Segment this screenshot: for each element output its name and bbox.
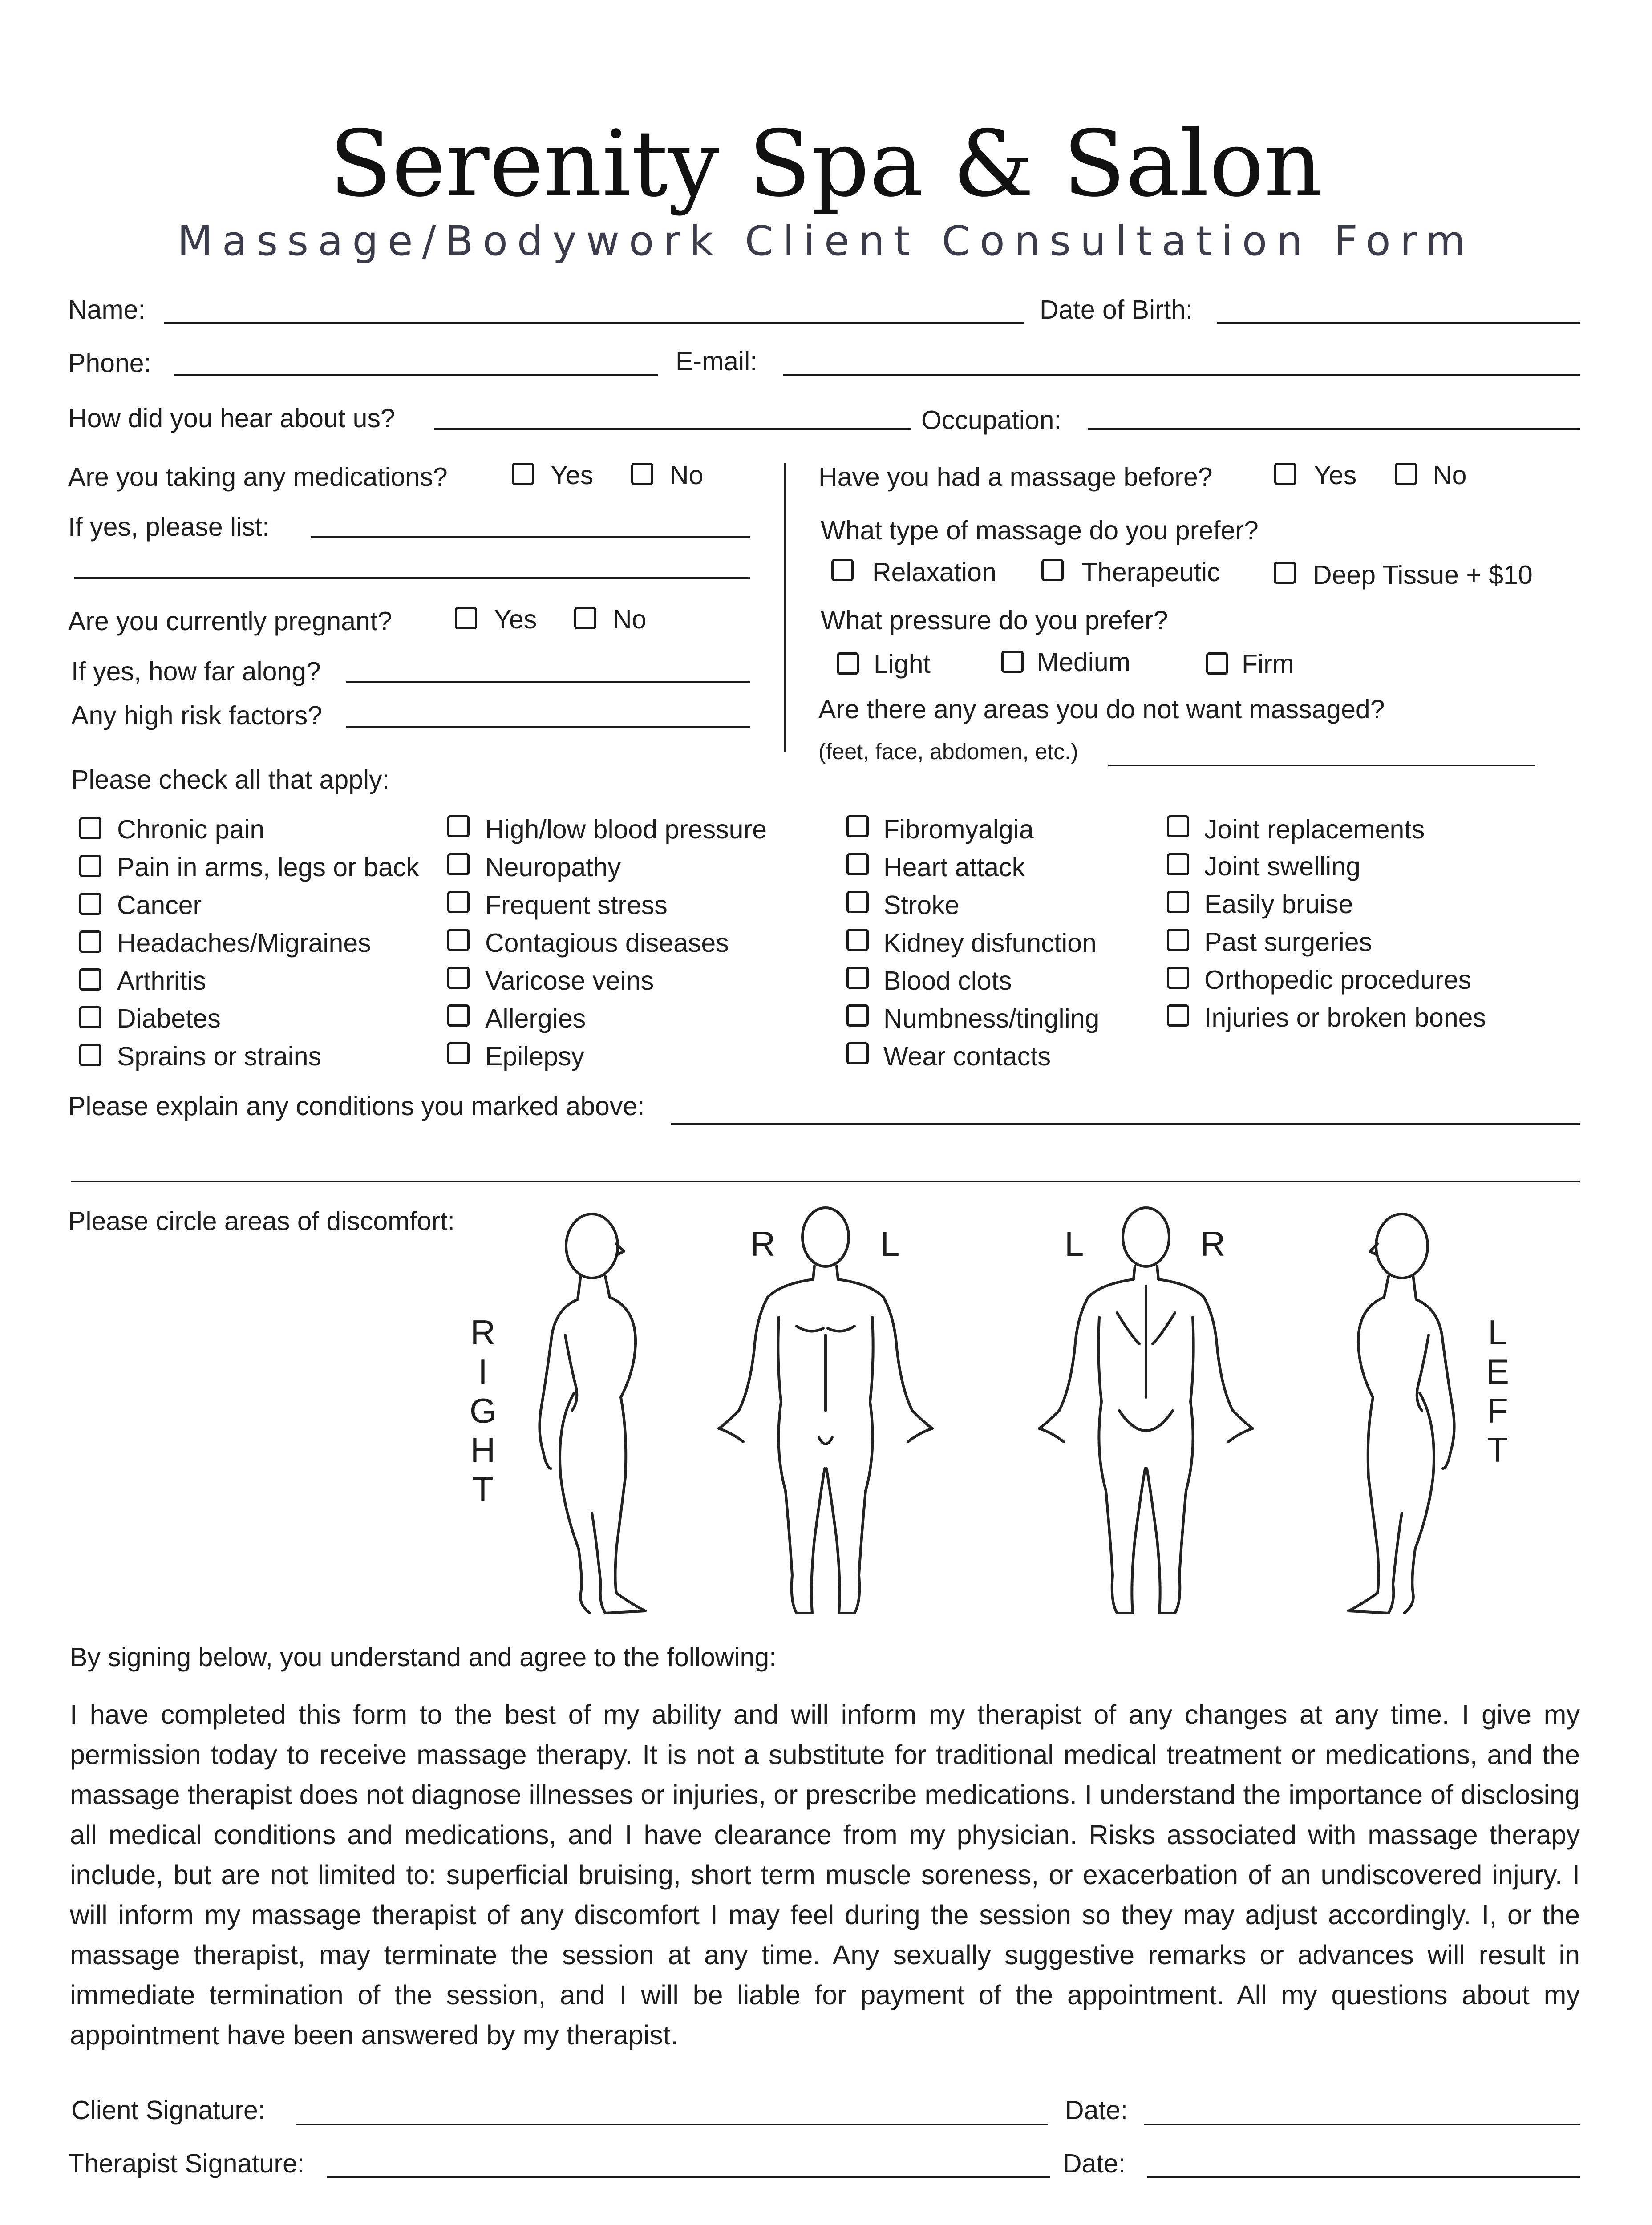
massage-before-yes-label: Yes <box>1314 461 1357 490</box>
condition-label: Orthopedic procedures <box>1204 965 1472 995</box>
name-label: Name: <box>68 295 146 324</box>
pressure-medium-checkbox[interactable] <box>1001 651 1024 673</box>
form-subtitle: Massage/Bodywork Client Consultation Form <box>177 217 1475 265</box>
client-signature-field[interactable] <box>296 2124 1048 2125</box>
condition-label: Varicose veins <box>485 966 654 995</box>
condition-label: Injuries or broken bones <box>1204 1003 1486 1032</box>
name-field[interactable] <box>164 322 1024 324</box>
condition-label: Past surgeries <box>1204 927 1373 957</box>
condition-checkbox[interactable] <box>447 891 470 913</box>
condition-checkbox[interactable] <box>447 853 470 875</box>
type-deep-tissue-checkbox[interactable] <box>1274 562 1296 584</box>
condition-label: Cancer <box>117 890 202 920</box>
condition-label: Heart attack <box>883 853 1025 882</box>
right-letter: H <box>470 1430 496 1469</box>
back-right-marker: R <box>1200 1224 1226 1263</box>
pressure-medium-label: Medium <box>1037 647 1130 677</box>
condition-label: Joint swelling <box>1204 852 1360 881</box>
body-figure-right-side[interactable] <box>525 1202 659 1624</box>
right-letter: R <box>470 1313 496 1352</box>
dob-field[interactable] <box>1217 322 1580 324</box>
areas-question: Are there any areas you do not want massaged? <box>818 695 1385 724</box>
condition-checkbox[interactable] <box>1167 891 1189 913</box>
body-chart-heading: Please circle areas of discomfort: <box>68 1206 455 1236</box>
phone-label: Phone: <box>68 348 151 378</box>
condition-label: Chronic pain <box>117 815 265 844</box>
pregnant-no-checkbox[interactable] <box>574 607 596 629</box>
front-right-marker: R <box>750 1224 776 1263</box>
pressure-question: What pressure do you prefer? <box>821 606 1168 635</box>
condition-label: Sprains or strains <box>117 1042 322 1071</box>
condition-checkbox[interactable] <box>79 968 101 991</box>
medications-list-label: If yes, please list: <box>68 512 270 542</box>
pregnant-no-label: No <box>613 605 647 634</box>
occupation-field[interactable] <box>1088 428 1580 430</box>
condition-checkbox[interactable] <box>79 1006 101 1028</box>
left-letter: T <box>1487 1430 1508 1469</box>
body-figure-front[interactable] <box>701 1202 950 1624</box>
condition-checkbox[interactable] <box>846 815 869 837</box>
client-date-label: Date: <box>1065 2096 1128 2125</box>
hear-about-label: How did you hear about us? <box>68 404 395 433</box>
type-relaxation-label: Relaxation <box>872 558 996 587</box>
condition-label: Numbness/tingling <box>883 1004 1100 1033</box>
condition-label: Kidney disfunction <box>883 928 1097 958</box>
condition-checkbox[interactable] <box>447 967 470 989</box>
type-therapeutic-label: Therapeutic <box>1081 558 1220 587</box>
client-date-field[interactable] <box>1144 2124 1580 2125</box>
condition-checkbox[interactable] <box>79 817 101 839</box>
condition-checkbox[interactable] <box>846 967 869 989</box>
type-relaxation-checkbox[interactable] <box>831 559 854 581</box>
condition-checkbox[interactable] <box>846 1004 869 1027</box>
pregnant-yes-checkbox[interactable] <box>455 607 477 629</box>
condition-checkbox[interactable] <box>79 930 101 953</box>
massage-before-no-checkbox[interactable] <box>1395 463 1417 485</box>
client-signature-label: Client Signature: <box>71 2096 266 2125</box>
condition-label: Epilepsy <box>485 1042 585 1071</box>
condition-checkbox[interactable] <box>447 1004 470 1027</box>
condition-checkbox[interactable] <box>1167 1004 1189 1027</box>
how-far-label: If yes, how far along? <box>71 657 321 686</box>
condition-label: Frequent stress <box>485 890 668 920</box>
explain-conditions-field[interactable] <box>671 1123 1580 1125</box>
condition-label: Easily bruise <box>1204 890 1353 919</box>
body-figure-left-side[interactable] <box>1335 1202 1469 1624</box>
column-divider <box>784 463 786 752</box>
explain-conditions-label: Please explain any conditions you marked above: <box>68 1092 645 1121</box>
condition-checkbox[interactable] <box>846 929 869 951</box>
how-far-field[interactable] <box>346 681 750 683</box>
left-letter: E <box>1486 1352 1510 1391</box>
medications-list-field[interactable] <box>311 536 750 538</box>
condition-checkbox[interactable] <box>846 853 869 875</box>
condition-label: Pain in arms, legs or back <box>117 853 419 882</box>
medications-list-field-2[interactable] <box>74 577 750 579</box>
condition-checkbox[interactable] <box>447 1042 470 1064</box>
conditions-heading: Please check all that apply: <box>71 765 389 794</box>
agreement-text: I have completed this form to the best of my ability and will inform my therapist of any changes at any time. I give my permission today to receive massage therapy. It is not a substitute for traditional medical treatment or medications, and the massage therapist does not diagnose illnesses or injuries, or prescribe medications. I understand the importance of disclosing all medical conditions and medications, and I have clearance from my physician. Risks associated with massage therapy include, but are not limited to: superficial bruising, short term muscle soreness, or exacerbation of an undiscovered injury. I will inform my massage therapist of any discomfort I may feel during the session so they may adjust accordingly. I, or the massage therapist, may terminate the session at any time. Any sexually suggestive remarks or advances will result in immediate termination of the session, and I will be liable for payment of the appointment. All my questions about my appointment have been answered by my therapist. <box>70 1699 1580 2050</box>
left-letter: F <box>1487 1391 1508 1430</box>
medications-question: Are you taking any medications? <box>68 462 448 492</box>
condition-label: Neuropathy <box>485 853 621 882</box>
spa-title: Serenity Spa & Salon <box>329 111 1323 217</box>
occupation-label: Occupation: <box>921 405 1061 435</box>
front-left-marker: L <box>880 1224 900 1263</box>
condition-label: Diabetes <box>117 1004 221 1033</box>
risk-factors-field[interactable] <box>346 726 750 728</box>
body-figure-back[interactable] <box>1021 1202 1271 1624</box>
therapist-signature-field[interactable] <box>327 2176 1050 2178</box>
massage-type-question: What type of massage do you prefer? <box>821 516 1259 545</box>
pregnant-yes-label: Yes <box>494 605 537 634</box>
pregnant-question: Are you currently pregnant? <box>68 607 393 636</box>
therapist-date-field[interactable] <box>1147 2176 1580 2178</box>
pressure-light-checkbox[interactable] <box>837 652 859 675</box>
condition-checkbox[interactable] <box>79 893 101 915</box>
massage-before-yes-checkbox[interactable] <box>1274 463 1296 485</box>
condition-label: Blood clots <box>883 966 1012 995</box>
condition-label: Fibromyalgia <box>883 815 1034 844</box>
condition-checkbox[interactable] <box>447 929 470 951</box>
areas-field[interactable] <box>1108 765 1535 766</box>
medications-yes-checkbox[interactable] <box>512 463 534 485</box>
condition-label: Joint replacements <box>1204 815 1425 844</box>
massage-before-no-label: No <box>1433 461 1467 490</box>
dob-label: Date of Birth: <box>1040 295 1193 324</box>
email-field[interactable] <box>783 374 1580 376</box>
left-letter: L <box>1488 1313 1507 1352</box>
condition-label: Stroke <box>883 890 960 920</box>
phone-field[interactable] <box>174 374 658 376</box>
condition-label: High/low blood pressure <box>485 815 767 844</box>
condition-checkbox[interactable] <box>1167 967 1189 989</box>
condition-checkbox[interactable] <box>846 891 869 913</box>
condition-checkbox[interactable] <box>1167 929 1189 951</box>
condition-checkbox[interactable] <box>1167 853 1189 875</box>
agreement-heading: By signing below, you understand and agree to the following: <box>70 1642 777 1672</box>
pressure-light-label: Light <box>874 649 931 679</box>
right-letter: G <box>470 1391 497 1430</box>
condition-label: Headaches/Migraines <box>117 928 371 958</box>
hear-about-field[interactable] <box>434 428 911 430</box>
right-letter: T <box>472 1469 494 1509</box>
medications-no-label: No <box>670 461 704 490</box>
condition-checkbox[interactable] <box>1167 815 1189 837</box>
condition-label: Wear contacts <box>883 1042 1051 1071</box>
condition-label: Allergies <box>485 1004 586 1033</box>
condition-checkbox[interactable] <box>846 1042 869 1064</box>
medications-yes-label: Yes <box>551 461 594 490</box>
condition-checkbox[interactable] <box>447 815 470 837</box>
condition-checkbox[interactable] <box>79 1044 101 1066</box>
pressure-firm-label: Firm <box>1242 649 1294 679</box>
therapist-signature-label: Therapist Signature: <box>68 2149 305 2178</box>
condition-checkbox[interactable] <box>79 855 101 877</box>
email-label: E-mail: <box>676 347 757 376</box>
type-therapeutic-checkbox[interactable] <box>1041 559 1064 581</box>
condition-label: Contagious diseases <box>485 928 729 958</box>
risk-factors-label: Any high risk factors? <box>71 701 323 730</box>
explain-conditions-field-2[interactable] <box>71 1181 1580 1182</box>
medications-no-checkbox[interactable] <box>631 463 653 485</box>
massage-before-question: Have you had a massage before? <box>818 462 1213 492</box>
therapist-date-label: Date: <box>1063 2149 1126 2178</box>
back-left-marker: L <box>1065 1224 1084 1263</box>
areas-hint: (feet, face, abdomen, etc.) <box>818 739 1078 764</box>
pressure-firm-checkbox[interactable] <box>1206 652 1228 675</box>
right-letter: I <box>478 1352 488 1391</box>
condition-label: Arthritis <box>117 966 206 995</box>
type-deep-tissue-label: Deep Tissue + $10 <box>1313 560 1533 590</box>
